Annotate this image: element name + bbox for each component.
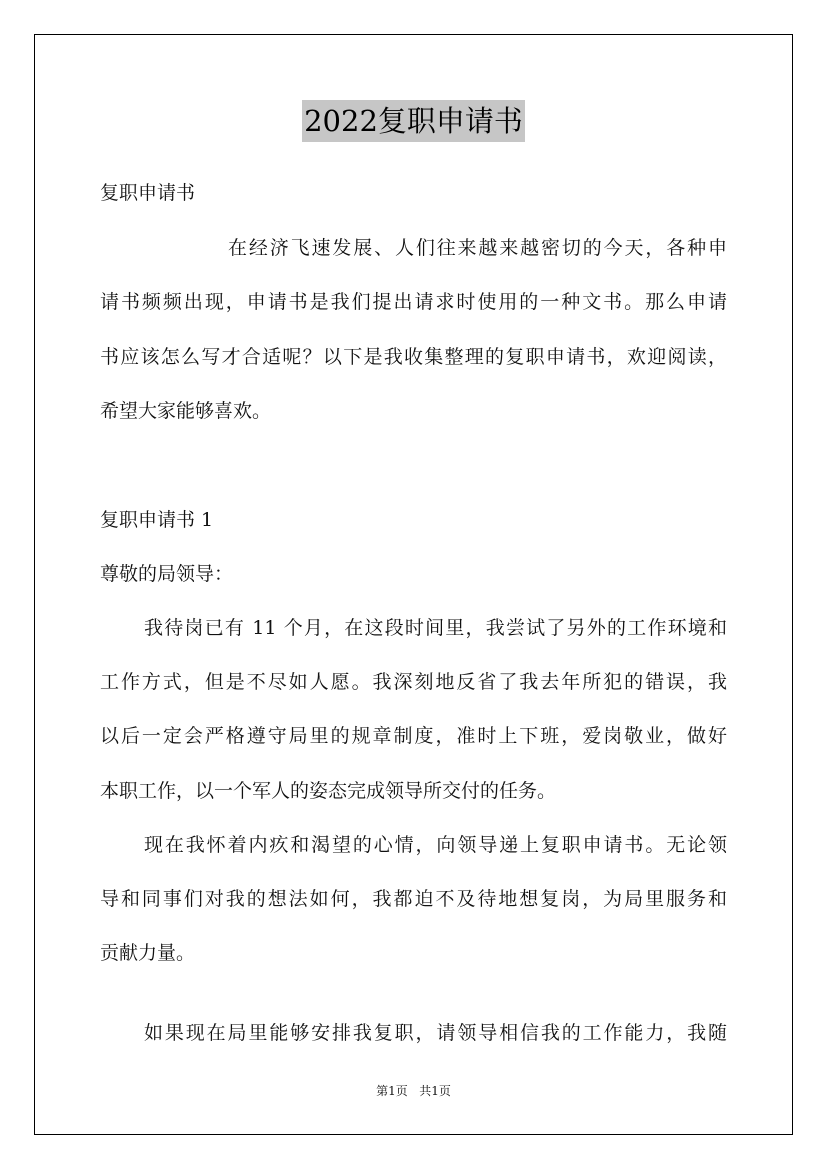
body-line-8: 如果现在局里能够安排我复职，请领导相信我的工作能力，我随 <box>144 1022 727 1044</box>
page-total: 共1页 <box>419 1084 451 1098</box>
body-line-6: 导和同事们对我的想法如何，我都迫不及待地想复岗，为局里服务和 <box>100 888 727 910</box>
intro-line-4: 希望大家能够喜欢。 <box>100 400 272 422</box>
page-footer <box>0 1082 827 1099</box>
body-line-1: 我待岗已有 11 个月，在这段时间里，我尝试了另外的工作环境和 <box>144 617 727 639</box>
document-heading: 复职申请书 <box>100 182 196 204</box>
body-line-3: 以后一定会严格遵守局里的规章制度，准时上下班，爱岗敬业，做好 <box>100 725 727 747</box>
intro-line-1: 在经济飞速发展、人们往来越来越密切的今天，各种申 <box>228 237 727 259</box>
document-title: 2022复职申请书 <box>302 100 525 142</box>
intro-line-3: 书应该怎么写才合适呢？以下是我收集整理的复职申请书，欢迎阅读， <box>100 346 727 368</box>
body-line-7: 贡献力量。 <box>100 942 196 964</box>
body-line-4: 本职工作，以一个军人的姿态完成领导所交付的任务。 <box>100 780 557 802</box>
section-heading: 复职申请书 1 <box>100 509 214 531</box>
page-number: 第1页 <box>376 1084 408 1098</box>
body-line-5: 现在我怀着内疚和渴望的心情，向领导递上复职申请书。无论领 <box>144 834 727 856</box>
salutation: 尊敬的局领导： <box>100 563 234 585</box>
intro-line-2: 请书频频出现，申请书是我们提出请求时使用的一种文书。那么申请 <box>100 291 727 313</box>
body-line-2: 工作方式，但是不尽如人愿。我深刻地反省了我去年所犯的错误，我 <box>100 671 727 693</box>
